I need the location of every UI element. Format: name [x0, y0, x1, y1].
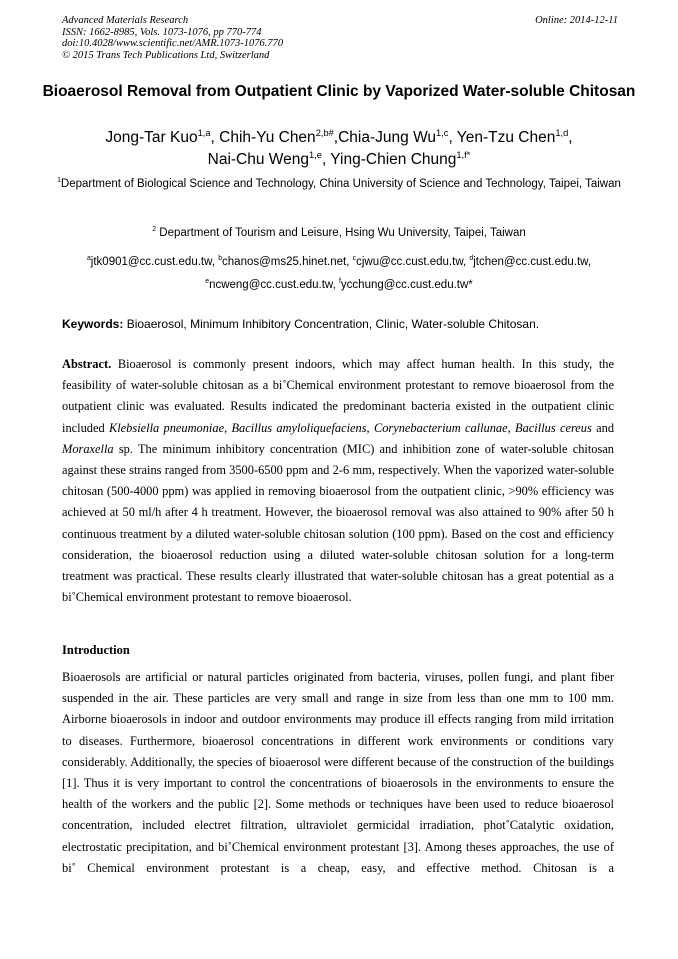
affiliation-1 — [56, 174, 622, 195]
email-address[interactable]: cjwu@cc.cust.edu.tw — [356, 256, 463, 268]
author-name: Chih-Yu Chen — [219, 129, 316, 146]
email-address[interactable]: jtchen@cc.cust.edu.tw — [473, 256, 588, 268]
author-affiliation-marker: 2,b# — [315, 127, 334, 138]
doi-line[interactable]: doi:10.4028/www.scientific.net/AMR.1073-1076.770 — [62, 38, 284, 49]
abstract-text: Bioaerosol is commonly present indoors, which may affect human health. In this study, the feasibility of water-soluble chitosan as a bi˚Chemical environment protestant to remove bioaerosol from the outpatient clinic was evaluated. Results indicated the predominant bacteria existed in the outpatient clinic included — [62, 357, 614, 435]
author-name: Nai-Chu Weng — [207, 151, 310, 168]
email-address[interactable]: chanos@ms25.hinet.net — [222, 256, 347, 268]
species-name: Klebsiella pneumoniae — [108, 420, 225, 435]
introduction-heading: Introduction — [62, 643, 130, 657]
abstract-text: , — [507, 420, 516, 435]
author-affiliation-marker: 1,c — [436, 127, 449, 138]
author-affiliation-marker: 1,e — [309, 149, 322, 160]
abstract-text: , — [366, 420, 374, 435]
journal-header — [62, 15, 618, 61]
author-affiliation-marker: 1,f* — [456, 149, 471, 160]
species-name: Corynebacterium callunae — [373, 420, 508, 435]
email-marker: d — [469, 255, 474, 263]
affiliation-2 — [56, 223, 622, 244]
species-name: Moraxella — [62, 441, 114, 456]
issn-line: ISSN: 1662-8985, Vols. 1073-1076, pp 770-774 — [62, 26, 262, 38]
abstract — [62, 354, 614, 608]
email-address[interactable]: ncweng@cc.cust.edu.tw — [209, 279, 333, 291]
email-address[interactable]: jtk0901@cc.cust.edu.tw — [90, 256, 212, 268]
keywords — [62, 315, 622, 333]
affiliation-text: Department of Tourism and Leisure, Hsing Wu University, Taipei, Taiwan — [159, 227, 526, 239]
email-marker: e — [205, 278, 210, 286]
abstract-text: sp. The minimum inhibitory concentration (MIC) and inhibition zone of water-soluble chitosan against these strains ranged from 3500-6500 ppm and 2-6 mm, respectively. When the vaporized water-soluble chitosan (500-4000 ppm) was applied in removing bioaerosol from the outpatient clinic, >90% efficiency was achieved at 50 ml/h after 4 h treatment. However, the bioaerosol removal was also attained to 90% after 50 h continuous treatment by a diluted water-soluble chitosan solution (100 ppm). Based on the cost and efficiency consideration, the bioaerosol reduction using a diluted water-soluble chitosan solution for a long-term treatment was practical. These results clearly illustrated that water-soluble chitosan has a great potential as a bi˚Chemical environment protestant to remove bioaerosol. — [62, 441, 614, 605]
journal-name: Advanced Materials Research — [62, 15, 189, 26]
online-date: Online: 2014-12-11 — [535, 15, 618, 26]
affiliation-text: Department of Biological Science and Technology, China University of Science and Technology, Taipei, Taiwan — [60, 178, 621, 190]
affiliation-marker: 2 — [152, 226, 157, 234]
abstract-body — [62, 357, 614, 604]
author-name: Jong-Tar Kuo — [105, 129, 198, 146]
email-list: $^a$jtk0901@cc.cust.edu.tw, $^b$chanos@ms25.hinet.net, $^c$cjwu@cc.cust.edu.tw, $^d$jtchen@cc.cust.edu.tw, $^e$ncweng@cc.cust.edu.tw, $^f$ycchung@cc.cust.edu.tw* — [86, 255, 592, 291]
keywords-label: Keywords: — [62, 317, 124, 331]
author-affiliation-marker: 1,a — [197, 127, 211, 138]
author-name: Ying-Chien Chung — [330, 151, 457, 168]
species-name: Bacillus cereus — [515, 420, 592, 435]
paper-title: Bioaerosol Removal from Outpatient Clinic by Vaporized Water-soluble Chitosan — [42, 83, 636, 100]
introduction-text: Bioaerosols are artificial or natural particles originated from bacteria, viruses, pollen fungi, and plant fiber suspended in the air. These particles are very small and range in size from less than one mm to 100 mm. Airborne bioaerosols in indoor and outdoor environments may produce ill effects ranging from mild irritation to diseases. Furthermore, bioaerosol concentrations in different work environments or conditions vary considerably. Additionally, the species of bioaerosol were different because of the construction of the buildings [1]. Thus it is very important to control the concentrations of bioaerosols in the environments to ensure the health of the workers and the public [2]. Some methods or techniques have been used to reduce bioaerosol concentration, included electret filtration, ultraviolet germicidal irradiation, phot˚Catalytic oxidation, electrostatic precipitation, and bi˚Chemical environment protestant [3]. Among theses approaches, the use of bi˚ Chemical environment protestant is a cheap, easy, and effective method. Chitosan is a — [62, 670, 614, 875]
species-name: Bacillus amyloliquefaciens — [231, 420, 367, 435]
affiliation-marker: 1 — [57, 177, 61, 185]
author-affiliation-marker: 1,d — [555, 127, 569, 138]
email-marker: c — [352, 255, 357, 263]
email-marker: f — [339, 278, 341, 286]
author-list: Jong-Tar Kuo$^{1,a}$, Chih-Yu Chen$^{2,b\#}$,Chia-Jung Wu$^{1,c}$, Yen-Tzu Chen$^{1,d}$, Nai-Chu Weng$^{1,e}$, Ying-Chien Chung$^{1,f*}$ — [105, 127, 573, 168]
author-name: Yen-Tzu Chen — [456, 129, 556, 146]
keywords-text: Bioaerosol, Minimum Inhibitory Concentration, Clinic, Water-soluble Chitosan. — [126, 317, 540, 331]
abstract-text: and — [591, 420, 615, 435]
email-address[interactable]: ycchung@cc.cust.edu.tw* — [340, 279, 473, 291]
email-marker: a — [86, 255, 91, 263]
email-marker: b — [218, 255, 223, 263]
abstract-label: Abstract. — [62, 357, 112, 371]
copyright-line: © 2015 Trans Tech Publications Ltd, Switzerland — [62, 49, 270, 61]
author-name: Chia-Jung Wu — [338, 129, 437, 146]
abstract-text: , — [224, 420, 232, 435]
